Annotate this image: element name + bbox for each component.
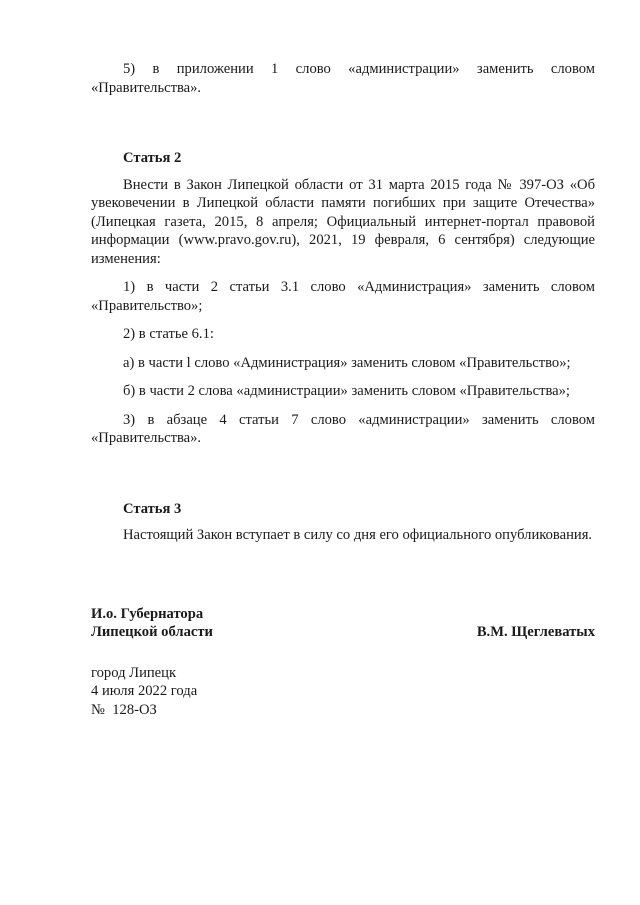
amendment-item-1: 1) в части 2 статьи 3.1 слово «Администрация» заменить словом «Правительство»;: [91, 279, 595, 314]
article-3-heading: Статья 3: [123, 500, 182, 517]
amendment-item-2a: а) в части l слово «Администрация» заменить словом «Правительство»;: [123, 354, 571, 371]
document-page: [91, 60, 595, 719]
date: 4 июля 2022 года: [91, 683, 198, 699]
city: город Липецк: [91, 664, 177, 681]
signature-line: [91, 623, 595, 642]
article-2-heading: Статья 2: [123, 150, 182, 166]
amendment-item-2: 2) в статье 6.1:: [123, 326, 214, 342]
amendment-item-3: 3) в абзаце 4 статьи 7 слово «администрации» заменить словом «Правительства».: [91, 411, 595, 446]
law-number: № 128-ОЗ: [91, 701, 157, 718]
signatory-title-line-2: Липецкой области: [91, 624, 213, 640]
place-date-block: [91, 664, 595, 720]
signatory-name: В.М. Щеглеватых: [476, 624, 595, 640]
signature-block: [91, 605, 595, 642]
signatory-title-line-1: И.о. Губернатора: [91, 605, 204, 622]
article-2-intro: Внести в Закон Липецкой области от 31 марта 2015 года № 397-ОЗ «Об увековечении в Липецкой области памяти погибших при защите Отечества» (Липецкая газета, 2015, 8 апреля; Официальный интернет-портал правовой информации (www.pravo.gov.ru), 2021, 19 февраля, 6 сентября) следующие изменения:: [91, 176, 595, 267]
amendment-item-2b: б) в части 2 слова «администрации» заменить словом «Правительства»;: [123, 383, 570, 399]
article-3-text: Настоящий Закон вступает в силу со дня его официального опубликования.: [123, 527, 593, 543]
paragraph-item-5: 5) в приложении 1 слово «администрации» заменить словом «Правительства».: [91, 61, 595, 96]
